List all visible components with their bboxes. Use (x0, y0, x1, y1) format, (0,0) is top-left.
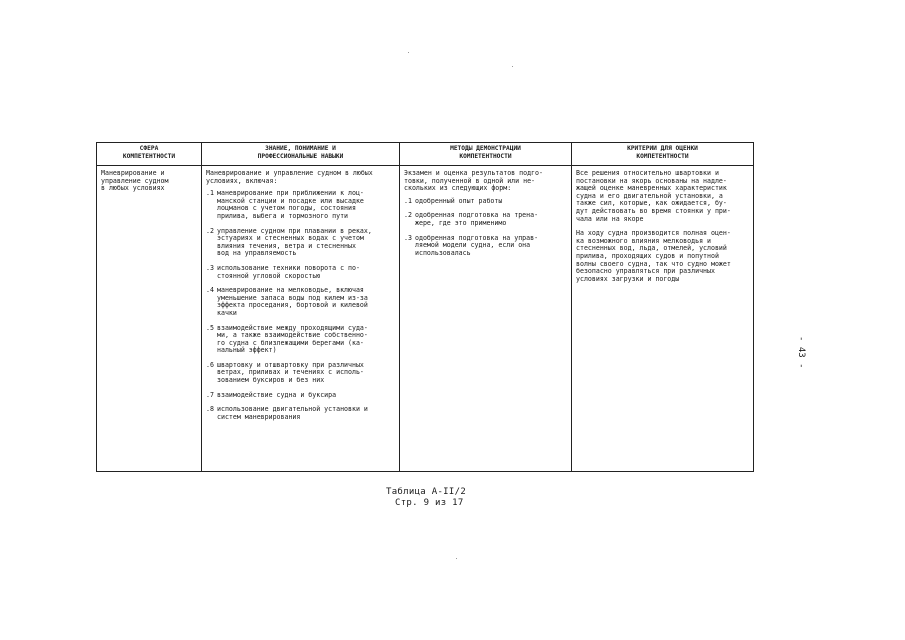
criteria-paragraph: Все решения относительно швартовки и постановки на якорь основаны на надле- жащей оценке маневренных характеристик судна и его двигательной установки, а также сил, которые, как ожидается, бу- дут действовать во время стоянки у при- чала или на якоре (576, 169, 731, 223)
list-item: .2 управление судном при плавании в реках, эстуариях и стесненных водах с учетом влияния течения, ветра и стесненных вод на управляемость (206, 226, 372, 258)
table-row (97, 166, 754, 472)
caption-table-id: Таблица А-II/2 (386, 487, 467, 497)
list-item: .4 маневрирование на мелководье, включая уменьшение запаса воды под килем из-за эффекта проседания, бортовой и килевой качки (206, 286, 368, 317)
list-item: .2 одобренная подготовка на трена- жере, где это применимо (404, 211, 539, 227)
knowledge-intro: Маневрирование и управление судном в любых условиях, включая: (206, 169, 373, 185)
list-item: .1 маневрирование при приближении к лоц- манской станции и посадке или высадке лоцманов с учетом погоды, состояния прилива, выбега и тормозного пути (206, 189, 364, 220)
list-item: .8 использование двигательной установки и систем маневрирования (206, 405, 368, 421)
list-item: .5 взаимодействие между проходящими суда- ми, а также взаимодействие собственно- го судна с близлежащими берегами (ка- нальный эффект) (206, 323, 368, 355)
scan-speck (408, 52, 409, 53)
header-criteria: КРИТЕРИИ ДЛЯ ОЦЕНКИ КОМПЕТЕНТНОСТИ (572, 143, 754, 166)
table-caption (386, 487, 506, 509)
table-header-row (97, 143, 754, 166)
header-methods: МЕТОДЫ ДЕМОНСТРАЦИИ КОМПЕТЕНТНОСТИ (400, 143, 572, 166)
criteria-cell (572, 166, 754, 472)
knowledge-cell (202, 166, 400, 472)
header-knowledge: ЗНАНИЕ, ПОНИМАНИЕ И ПРОФЕССИОНАЛЬНЫЕ НАВЫКИ (202, 143, 400, 166)
list-item: .7 взаимодействие судна и буксира (206, 390, 337, 399)
competence-cell: Маневрирование и управление судном в любых условиях (97, 166, 202, 472)
methods-cell (400, 166, 572, 472)
scan-speck (456, 558, 457, 559)
list-item: .1 одобренный опыт работы (404, 196, 503, 205)
list-item: .6 швартовку и отшвартовку при различных ветрах, приливах и течениях с исполь- зованием буксиров и без них (206, 360, 364, 385)
scan-speck (512, 66, 513, 67)
header-competence: СФЕРА КОМПЕТЕНТНОСТИ (97, 143, 202, 166)
criteria-paragraph: На ходу судна производится полная оцен- ка возможного влияния мелководья и стесненных вод, льда, отмелей, условий прилива, проходящих судов и попутной волны своего судна, так что судно может безопасно управляться при различных условиях загрузки и погоды (576, 229, 731, 283)
methods-intro: Экзамен и оценка результатов подго- товки, полученной в одной или не- скольких из следующих форм: (404, 169, 543, 193)
list-item: .3 использование техники поворота с по- стоянной угловой скоростью (206, 263, 360, 280)
page-number: - 43 - (796, 336, 806, 369)
list-item: .3 одобренная подготовка на управ- ляемой модели судна, если она использовалась (404, 233, 539, 257)
caption-page-info: Стр. 9 из 17 (395, 498, 464, 508)
competence-table (96, 142, 754, 472)
